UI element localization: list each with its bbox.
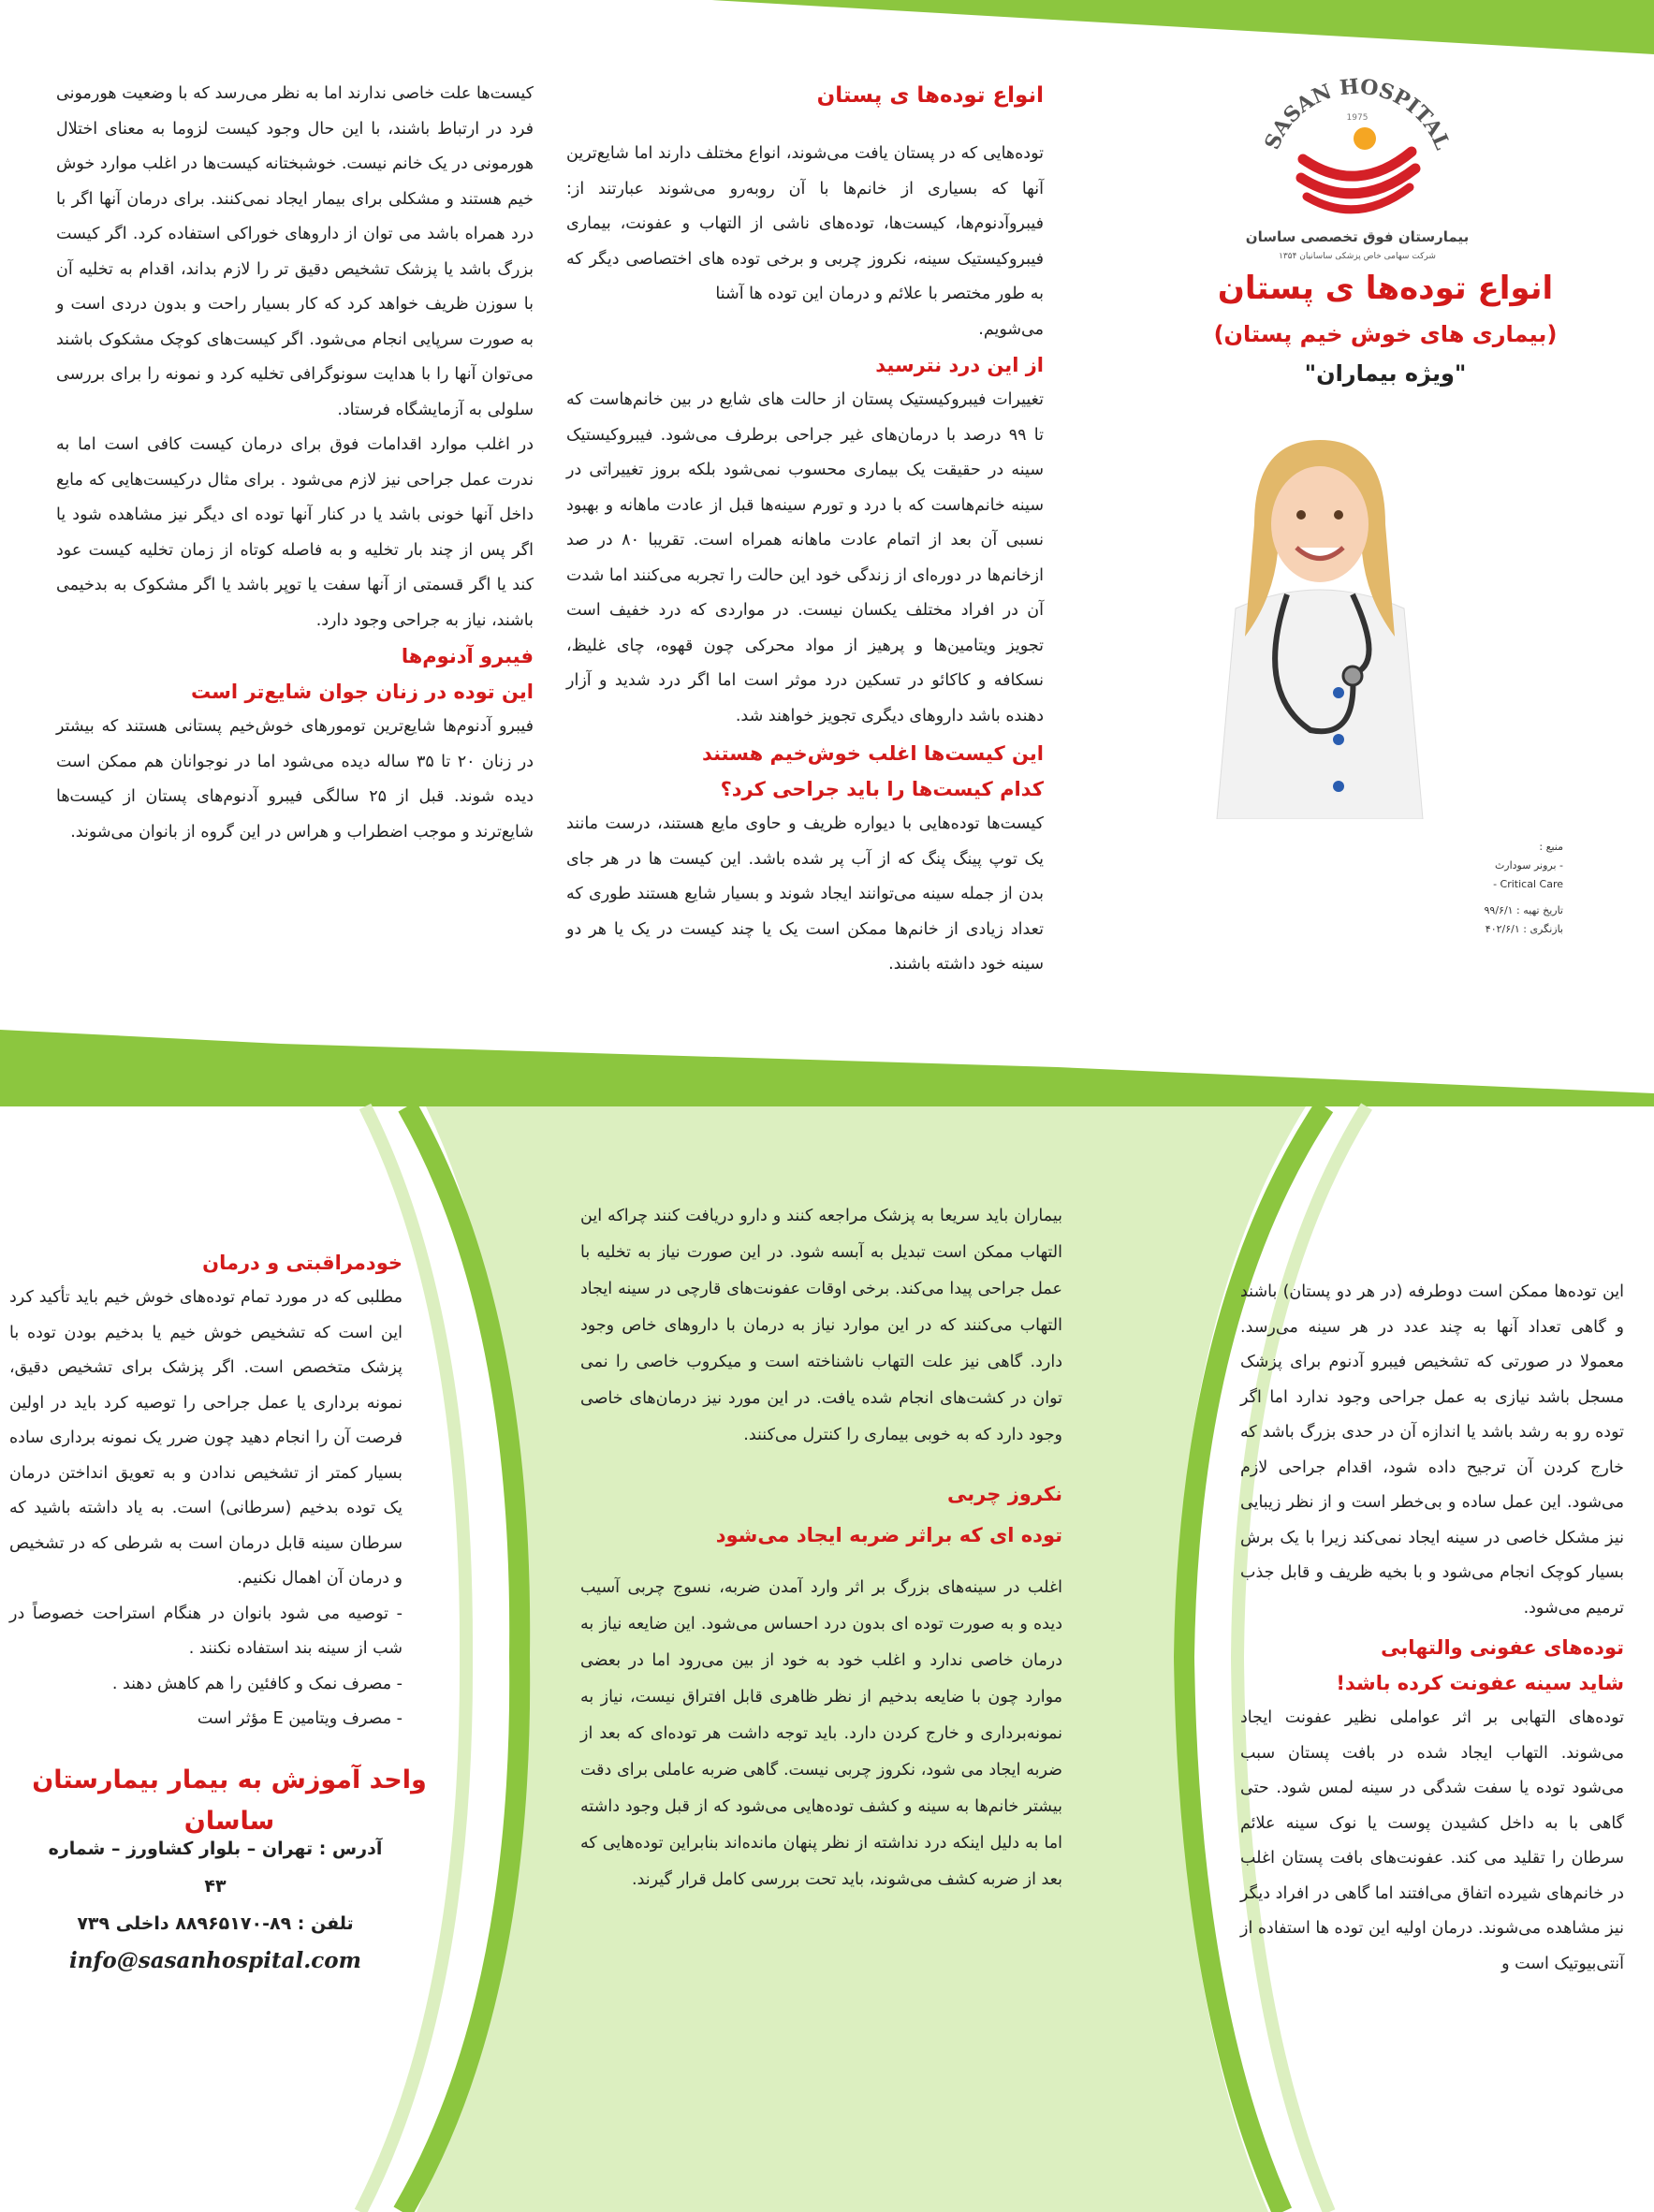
col-middle-top (566, 77, 1044, 983)
cover-special: "ویژه بیماران" (1304, 360, 1467, 387)
heading-which-cysts: کدام کیست‌ها را باید جراحی کرد؟ (720, 778, 1044, 800)
heading-infectious: توده‌های عفونی والتهابی (1381, 1636, 1624, 1659)
col-right-bottom (1240, 1275, 1624, 1982)
cover-sources (1442, 838, 1563, 939)
address: آدرس : تهران – بلوار کشاورز – شماره ۴۳ (48, 1838, 383, 1897)
phone: تلفن : ۸۹-۸۸۹۶۵۱۷۰ داخلی ۷۳۹ (77, 1913, 354, 1934)
heading-infection: شاید سینه عفونت کرده باشد! (1336, 1672, 1624, 1694)
logo-year: 1975 (1346, 113, 1369, 123)
col-left-top (56, 77, 534, 850)
infection-text: توده‌های التهابی بر اثر عواملی نظیر عفونت ایجاد می‌شوند. التهاب ایجاد شده در بافت پستان سبب می‌شود توده یا سفت شدگی در سینه لمس شود. حتی گاهی با به داخل کشیدن پوست یا نوک سینه علائم سرطان را تقلید می کند. عفونت‌های بافت پستان اغلب در خانم‌های شیرده اتفاق می‌افتند اما گاهی در افراد دیگر نیز مشاهده می‌شوند. درمان اولیه این توده ها استفاده از آنتی‌بیوتیک است و (1240, 1708, 1624, 1973)
heading-trauma: توده ای که براثر ضربه ایجاد می‌شود (715, 1524, 1062, 1546)
stethoscope-icon (1343, 667, 1362, 685)
cover-panel (1170, 66, 1601, 1020)
tip-1: - توصیه می شود بانوان در هنگام استراحت خصوصاً در شب از سینه بند استفاده نکنند . (9, 1604, 403, 1658)
cover-title: انواع توده‌ها ی پستان (1217, 270, 1554, 307)
cover-subtitle: (بیماری های خوش خیم پستان) (1213, 321, 1558, 347)
middle-green-band (0, 1030, 1654, 1106)
hospital-logo (1245, 66, 1470, 271)
fat-necrosis-text: اغلب در سینه‌های بزرگ بر اثر وارد آمدن ضربه، نسوج چربی آسیب دیده و به صورت توده ای بدون درد احساس می‌شود. این ضایعه نیاز به درمان خاصی ندارد و اغلب خود به خود از بین می‌رود اما در بعضی موارد چون با ضایعه بدخیم از نظر ظاهری قابل افتراق نیست، نیاز به نمونه‌برداری و خارج کردن دارد. باید توجه داشت هر توده‌ای که بعد از ضربه ایجاد می شود، نکروز چربی نیست. گاهی ضربه عاملی برای دقت بیشتر خانم‌ها به سینه و کشف توده‌هایی می‌شود که از قبل وجود داشته اما به دلیل اینکه درد نداشته از نظر پنهان مانده‌اند بنابراین توده‌هایی که بعد از ضربه کشف می‌شوند، باید تحت بررسی کامل قرار گیرند. (580, 1578, 1062, 1889)
fibroadenoma-bilateral-text: این توده‌ها ممکن است دوطرفه (در هر دو پستان) باشند و گاهی تعداد آنها به چند عدد در هر سینه می‌رسد. معمولا در صورتی که تشخیص فیبرو آدنوم برای پزشک مسجل باشد نیازی به عمل جراحی وجود ندارد اما اگر توده رو به رشد باشد یا اندازه آن در حدی بزرگ باشد که خارج کردن آن ترجیح داده شود، اقدام جراحی لازم می‌شود. این عمل ساده و بی‌خطر است و از نظر زیبایی نیز مشکل خاصی در سینه ایجاد نمی‌کند زیرا با یک برش بسیار کوچک انجام می‌شود و با بخیه ظریف و قابل جذب ترمیم می‌شود. (1240, 1282, 1624, 1618)
self-care-text: مطلبی که در مورد تمام توده‌های خوش خیم باید تأکید کرد این است که تشخیص خوش خیم یا بدخیم بودن توده با پزشک متخصص است. اگر پزشک برای تشخیص دقیق، نمونه برداری یا عمل جراحی را توصیه کرد باید در اولین فرصت آن را انجام دهید چون ضرر یک نمونه برداری ساده بسیار کمتر از تشخیص ندادن و به تعویق انداختن درمان یک توده بدخیم (سرطانی) است. به یاد داشته باشید که سرطان سینه قابل درمان است به شرطی که در تشخیص و درمان آن اهمال نکنیم. (9, 1288, 403, 1588)
heading-types: انواع توده‌ها ی پستان (816, 83, 1044, 108)
fibroadenoma-text: فیبرو آدنوم‌ها شایع‌ترین تومورهای خوش‌خیم پستانی هستند که بیشتر در زنان ۲۰ تا ۳۵ ساله دیده می‌شود اما در نوجوانان هم ممکن است دیده شوند. قبل از ۲۵ سالگی فیبرو آدنوم‌های پستان از کیست‌ها شایع‌ترند و موجب اضطراب و هراس در این گروه از بانوان می‌شوند. (56, 717, 534, 842)
heading-cysts-benign: این کیست‌ها اغلب خوش‌خیم هستند (701, 742, 1044, 765)
date-label: تاریخ تهیه : ۹۹/۶/۱ (1484, 904, 1563, 916)
heading-fibroadenoma: فیبرو آدنوم‌ها (401, 645, 534, 667)
tip-3: - مصرف ویتامین E مؤثر است (197, 1709, 403, 1728)
top-green-band (711, 0, 1654, 54)
col-middle-bottom (580, 1198, 1062, 1898)
fibrocystic-text: تغییرات فیبروکیستیک پستان از حالت های شایع در بین خانم‌هاست که تا ۹۹ درصد با درمان‌های غیر جراحی برطرف می‌شود. فیبروکیستیک سینه در حقیقت یک بیماری محسوب نمی‌شود بلکه بروز تغییراتی در سینه خانم‌هاست که با درد و تورم سینه‌ها قبل از عادت ماهانه و بهبود نسبی آن بعد از اتمام عادت ماهانه همراه است. تقریبا ۸۰ در صد ازخانم‌ها در دوره‌ای از زندگی خود این حالت را تجربه می‌کنند اما شدت آن در افراد مختلف یکسان نیست. در مواردی که درد خفیف است تجویز ویتامین‌ها و پرهیز از مواد محرکی چون قهوه، چای غلیظ، نسکافه و کاکائو در تسکین درد موثر است اما اگر درد شدید و آزار دهنده باشد داروهای دیگری تجویز خواهند شد. (566, 390, 1045, 725)
heading-dont-fear: از این درد نترسید (875, 354, 1044, 376)
child-doctor-photo (1198, 421, 1442, 819)
abscess-text: بیماران باید سریعا به پزشک مراجعه کنند و دارو دریافت کنند چراکه این التهاب ممکن است تبدیل به آبسه شود. در این صورت نیاز به تخلیه با عمل جراحی پیدا می‌کند. برخی اوقات عفونت‌های قارچی در سینه ایجاد التهاب می‌کنند که در این موارد نیاز به درمان با داروهای خاص وجود دارد. گاهی نیز علت التهاب ناشناخته است و میکروب خاصی را نمی توان در کشت‌های انجام شده یافت. در این مورد نیز درمان‌های خاصی وجود دارد که به خوبی بیماری را کنترل می‌کنند. (580, 1207, 1062, 1444)
unit-title: واحد آموزش به بیمار بیمارستان ساسان (32, 1765, 427, 1836)
intro-text: توده‌هایی که در پستان یافت می‌شوند، انواع مختلف دارند اما شایع‌ترین آنها که بسیاری از خانم‌ها با آن روبه‌رو می‌شوند عبارتند از: فیبروآدنوم‌ها، کیست‌ها، توده‌های ناشی از التهاب و عفونت، بیماری فیبروکیستیک سینه، نکروز چربی و برخی توده های اختصاصی دیگر که به طور مختصر با علائم و درمان این توده ها آشنا (566, 144, 1044, 303)
cysts-text: کیست‌ها توده‌هایی با دیواره ظریف و حاوی مایع هستند، درست مانند یک توپ پینگ پنگ که از آب پر شده باشد. این کیست ها در هر جای بدن از جمله سینه می‌توانند ایجاد شوند و بسیار شایع هستند طوری که تعداد زیادی از خانم‌ها ممکن است یک یا چند کیست در یک یا هر دو سینه خود داشته باشند. (566, 814, 1044, 974)
contact-block (37, 1830, 393, 1980)
review-label: بازنگری : ۴۰۲/۶/۱ (1485, 923, 1563, 935)
logo-text-fa: بیمارستان فوق تخصصی ساسان (1245, 228, 1470, 245)
tip-2: - مصرف نمک و کافئین را هم کاهش دهند . (111, 1674, 403, 1693)
source-label: منبع : (1539, 841, 1563, 853)
heading-young-women: این توده در زنان جوان شایع‌تر است (191, 681, 534, 703)
cyst-surgery-text: در اغلب موارد اقدامات فوق برای درمان کیست کافی است اما به ندرت عمل جراحی نیز لازم می‌شود . برای مثال درکیست‌هایی که مایع داخل آنها خونی باشد یا در کنار آنها توده ای دیگر نیز مشاهده شود یا اگر پس از چند بار تخلیه و به فاصله کوتاه از زمان تخلیه کیست عود کند یا اگر قسمتی از آنها سفت یا توپر باشد یا اگر مشکوک به بدخیمی باشند، نیاز به جراحی وجود دارد. (56, 435, 534, 630)
cyst-cause-text: کیست‌ها علت خاصی ندارند اما به نظر می‌رسد که با وضعیت هورمونی فرد در ارتباط باشند، با این حال وجود کیست لزوما به معنای اختلال هورمونی در یک خانم نیست. خوشبختانه کیست‌ها در اغلب موارد خوش خیم هستند و مشکلی برای بیمار ایجاد نمی‌کنند. برای درمان آنها اگر با درد همراه باشد می توان از داروهای خوراکی استفاده کرد. اگر کیست بزرگ باشد یا پزشک تشخیص دقیق تر را لازم بداند، اقدام به تخلیه آن با سوزن ظریف خواهد کرد که کار بسیار راحت و بدون دردی است و به صورت سرپایی انجام می‌شود. اگر کیست‌های کوچک مشکوک باشند می‌توان آنها را با هدایت سونوگرافی تخلیه کرد و نمونه را برای بررسی سلولی به آزمایشگاه فرستاد. (56, 84, 534, 419)
logo-subtitle-fa: شرکت سهامی خاص پزشکی ساسانیان ۱۳۵۴ (1279, 252, 1436, 261)
logo-text-en: SASAN HOSPITAL (1260, 74, 1455, 154)
source-1: - برونر سودارث (1494, 859, 1563, 872)
heading-fat-necrosis: نکروز چربی (947, 1483, 1062, 1505)
col-left-bottom (9, 1245, 403, 1737)
intro-text-end: می‌شویم. (978, 319, 1044, 339)
logo-sun-icon (1354, 127, 1376, 150)
email-link[interactable]: info@sasanhospital.com (69, 1948, 361, 1973)
heading-self-care: خودمراقبتی و درمان (202, 1252, 403, 1274)
source-2: Critical Care - (1493, 878, 1563, 890)
